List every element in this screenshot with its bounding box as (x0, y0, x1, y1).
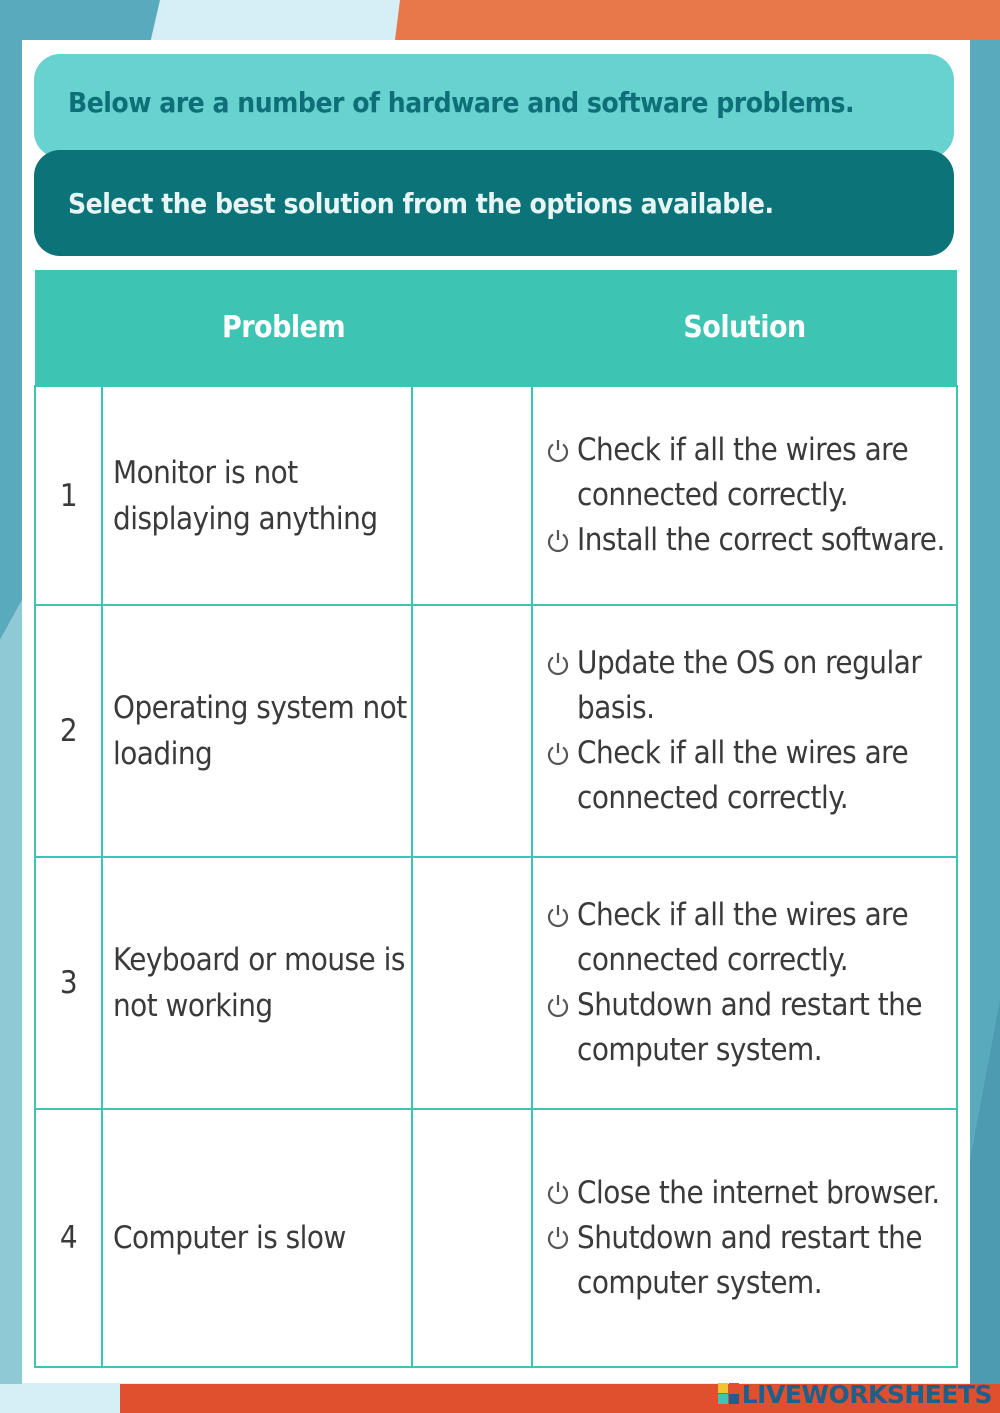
header-solution: Solution (532, 270, 957, 386)
option-text: Check if all the wires are connected correctly. (577, 897, 909, 978)
power-icon (539, 428, 577, 473)
option-text: Close the internet browser. (577, 1174, 940, 1211)
answer-drop-zone[interactable] (412, 857, 532, 1109)
answer-drop-zone[interactable] (412, 605, 532, 857)
power-icon (539, 983, 577, 1028)
table-row (35, 386, 957, 605)
solution-options (532, 857, 957, 1109)
table-row (35, 605, 957, 857)
table-row (35, 857, 957, 1109)
table-header-row (35, 270, 957, 386)
solution-options (532, 1109, 957, 1367)
power-icon (539, 1171, 577, 1216)
option-text: Shutdown and restart the computer system. (577, 1219, 922, 1301)
solution-options (532, 605, 957, 857)
power-icon (539, 731, 577, 776)
instruction-banner-2 (34, 150, 954, 256)
answer-drop-zone[interactable] (412, 1109, 532, 1367)
problem-text: Monitor is not displaying anything (102, 386, 412, 605)
solution-option[interactable] (539, 983, 946, 1073)
row-number: 2 (35, 605, 102, 857)
logo-icon (718, 1381, 740, 1407)
instruction-banner-1 (34, 54, 954, 158)
instruction-text-2: Select the best solution from the options available. (68, 186, 774, 220)
solution-option[interactable] (539, 1171, 946, 1216)
row-number: 1 (35, 386, 102, 605)
power-icon (539, 893, 577, 938)
problem-text: Keyboard or mouse is not working (102, 857, 412, 1109)
solution-option[interactable] (539, 428, 946, 518)
solution-option[interactable] (539, 893, 946, 983)
option-text: Update the OS on regular basis. (577, 645, 922, 726)
row-number: 4 (35, 1109, 102, 1367)
answer-drop-zone[interactable] (412, 386, 532, 605)
power-icon (539, 641, 577, 686)
option-text: Shutdown and restart the computer system. (577, 987, 922, 1068)
solution-options (532, 386, 957, 605)
option-text: Install the correct software. (577, 522, 945, 558)
problem-text: Computer is slow (102, 1109, 412, 1367)
row-number: 3 (35, 857, 102, 1109)
option-text: Check if all the wires are connected correctly. (577, 432, 909, 513)
solution-option[interactable] (539, 731, 946, 821)
solution-option[interactable] (539, 518, 946, 563)
logo-text: LIVEWORKSHEETS (741, 1379, 992, 1409)
liveworksheets-logo[interactable] (718, 1378, 992, 1410)
power-icon (539, 1216, 577, 1261)
option-text: Check if all the wires are connected correctly. (577, 735, 909, 816)
instruction-text-1: Below are a number of hardware and software problems. (68, 86, 855, 119)
power-icon (539, 518, 577, 563)
solution-option[interactable] (539, 1216, 946, 1306)
solution-option[interactable] (539, 641, 946, 731)
problem-text: Operating system not loading (102, 605, 412, 857)
header-problem: Problem (35, 270, 532, 386)
problem-solution-table (34, 270, 958, 1368)
table-row (35, 1109, 957, 1367)
